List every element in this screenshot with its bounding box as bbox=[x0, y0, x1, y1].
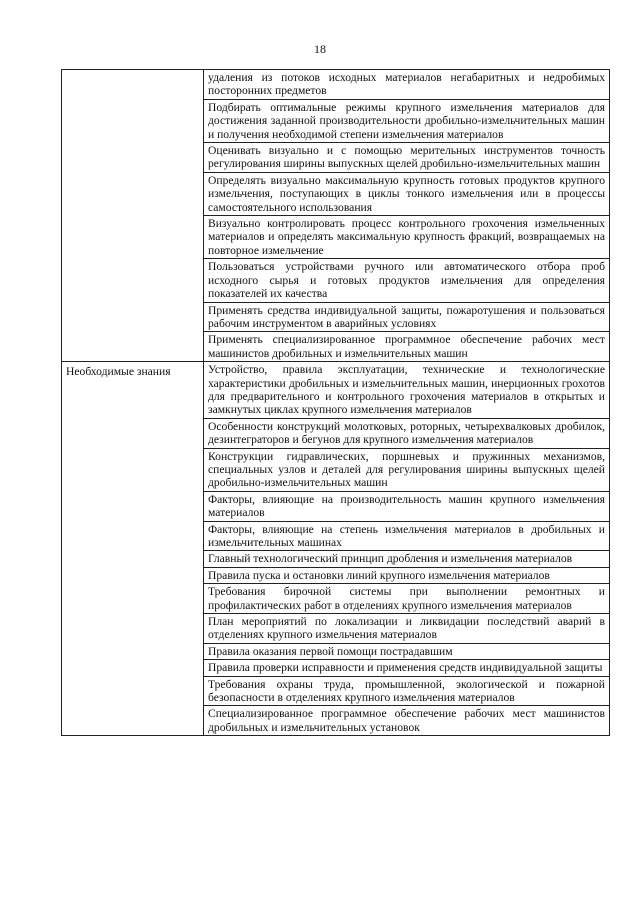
skill-item: Подбирать оптимальные режимы крупного измельчения материалов для достижения заданной производительности дробильно-измельчительных машин и получения необходимой степени измельчения материалов bbox=[204, 99, 610, 142]
skill-item: Применять средства индивидуальной защиты, пожаротушения и пользоваться рабочим инструментом в аварийных условиях bbox=[204, 302, 610, 332]
knowledge-item: Требования бирочной системы при выполнении ремонтных и профилактических работ в отделениях крупного измельчения материалов bbox=[204, 584, 610, 614]
skill-item: Применять специализированное программное обеспечение рабочих мест машинистов дробильных и измельчительных машин bbox=[204, 332, 610, 362]
table-row bbox=[62, 362, 610, 419]
knowledge-item: Правила пуска и остановки линий крупного измельчения материалов bbox=[204, 567, 610, 583]
knowledge-label-cell bbox=[62, 362, 204, 736]
skill-item: Визуально контролировать процесс контрольного грохочения измельченных материалов и определять максимальную крупность фракций, возвращаемых на повторное измельчение bbox=[204, 216, 610, 259]
skill-item: Оценивать визуально и с помощью мерительных инструментов точность регулирования ширины выпускных щелей дробильно-измельчительных машин bbox=[204, 143, 610, 173]
skills-label bbox=[66, 71, 199, 73]
skill-item: Определять визуально максимальную крупность готовых продуктов крупного измельчения, поступающих в циклы тонкого измельчения или в процессы самостоятельного использования bbox=[204, 172, 610, 215]
knowledge-item: Главный технологический принцип дробления и измельчения материалов bbox=[204, 551, 610, 567]
knowledge-label: Необходимые знания bbox=[66, 365, 171, 379]
skills-label-cell bbox=[62, 70, 204, 362]
knowledge-item: Факторы, влияющие на производительность машин крупного измельчения материалов bbox=[204, 491, 610, 521]
knowledge-item: План мероприятий по локализации и ликвидации последствий аварий в отделениях крупного измельчения материалов bbox=[204, 614, 610, 644]
skill-item: Пользоваться устройствами ручного или автоматического отбора проб исходного сырья и готовых продуктов измельчения для определения показателей их качества bbox=[204, 259, 610, 302]
skill-item: удаления из потоков исходных материалов негабаритных и недробимых посторонних предметов bbox=[204, 70, 610, 100]
knowledge-item: Факторы, влияющие на степень измельчения материалов в дробильных и измельчительных машинах bbox=[204, 521, 610, 551]
page-number: 18 bbox=[314, 42, 326, 56]
table-row bbox=[62, 70, 610, 100]
knowledge-item: Правила проверки исправности и применения средств индивидуальной защиты bbox=[204, 660, 610, 676]
knowledge-item: Устройство, правила эксплуатации, технические и технологические характеристики дробильных и измельчительных машин, инерционных грохотов для предварительного и контрольного грохочения материалов в открытых и замкнутых циклах крупного измельчения материалов bbox=[204, 362, 610, 419]
knowledge-item: Требования охраны труда, промышленной, экологической и пожарной безопасности в отделениях крупного измельчения материалов bbox=[204, 676, 610, 706]
competency-table bbox=[61, 69, 610, 736]
knowledge-item: Особенности конструкций молотковых, роторных, четырехвалковых дробилок, дезинтеграторов и бегунов для крупного измельчения материалов bbox=[204, 418, 610, 448]
knowledge-item: Специализированное программное обеспечение рабочих мест машинистов дробильных и измельчительных установок bbox=[204, 706, 610, 736]
knowledge-item: Правила оказания первой помощи пострадавшим bbox=[204, 643, 610, 659]
knowledge-item: Конструкции гидравлических, поршневых и пружинных механизмов, специальных узлов и деталей для регулирования ширины выпускных щелей дробильно-измельчительных машин bbox=[204, 448, 610, 491]
